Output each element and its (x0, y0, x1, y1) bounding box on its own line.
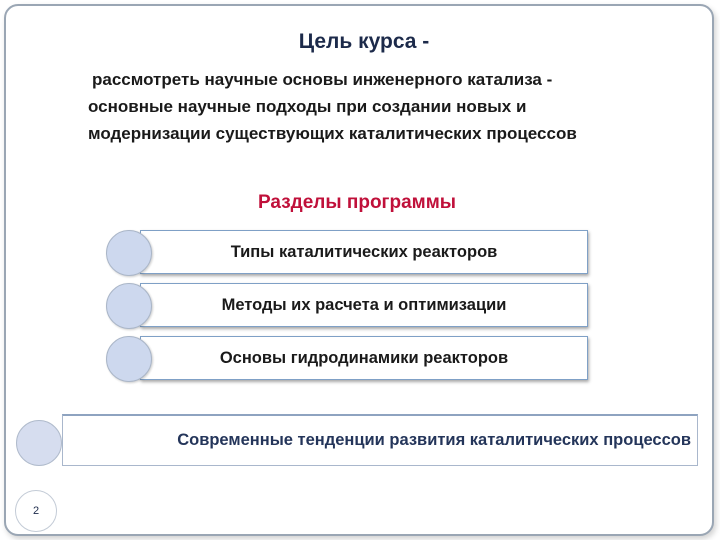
section-bullet-circle (106, 336, 152, 382)
goal-line: рассмотреть научные основы инженерного катализа - (92, 70, 553, 89)
section-item-calculation-methods: Методы их расчета и оптимизации (140, 283, 588, 327)
trend-box: Современные тенденции развития каталитических процессов (62, 414, 698, 466)
course-goal-text (88, 66, 688, 147)
section-bullet-circle (106, 283, 152, 329)
section-bullet-circle (106, 230, 152, 276)
sections-heading: Разделы программы (258, 192, 456, 213)
trend-bullet-circle (16, 420, 62, 466)
section-item-reactor-types: Типы каталитических реакторов (140, 230, 588, 274)
page-number: 2 (15, 490, 57, 532)
section-item-hydrodynamics: Основы гидродинамики реакторов (140, 336, 588, 380)
slide-title: Цель курса - (298, 30, 430, 53)
goal-line: модернизации существующих каталитических процессов (88, 124, 577, 143)
goal-line: основные научные подходы при создании новых и (88, 97, 527, 116)
